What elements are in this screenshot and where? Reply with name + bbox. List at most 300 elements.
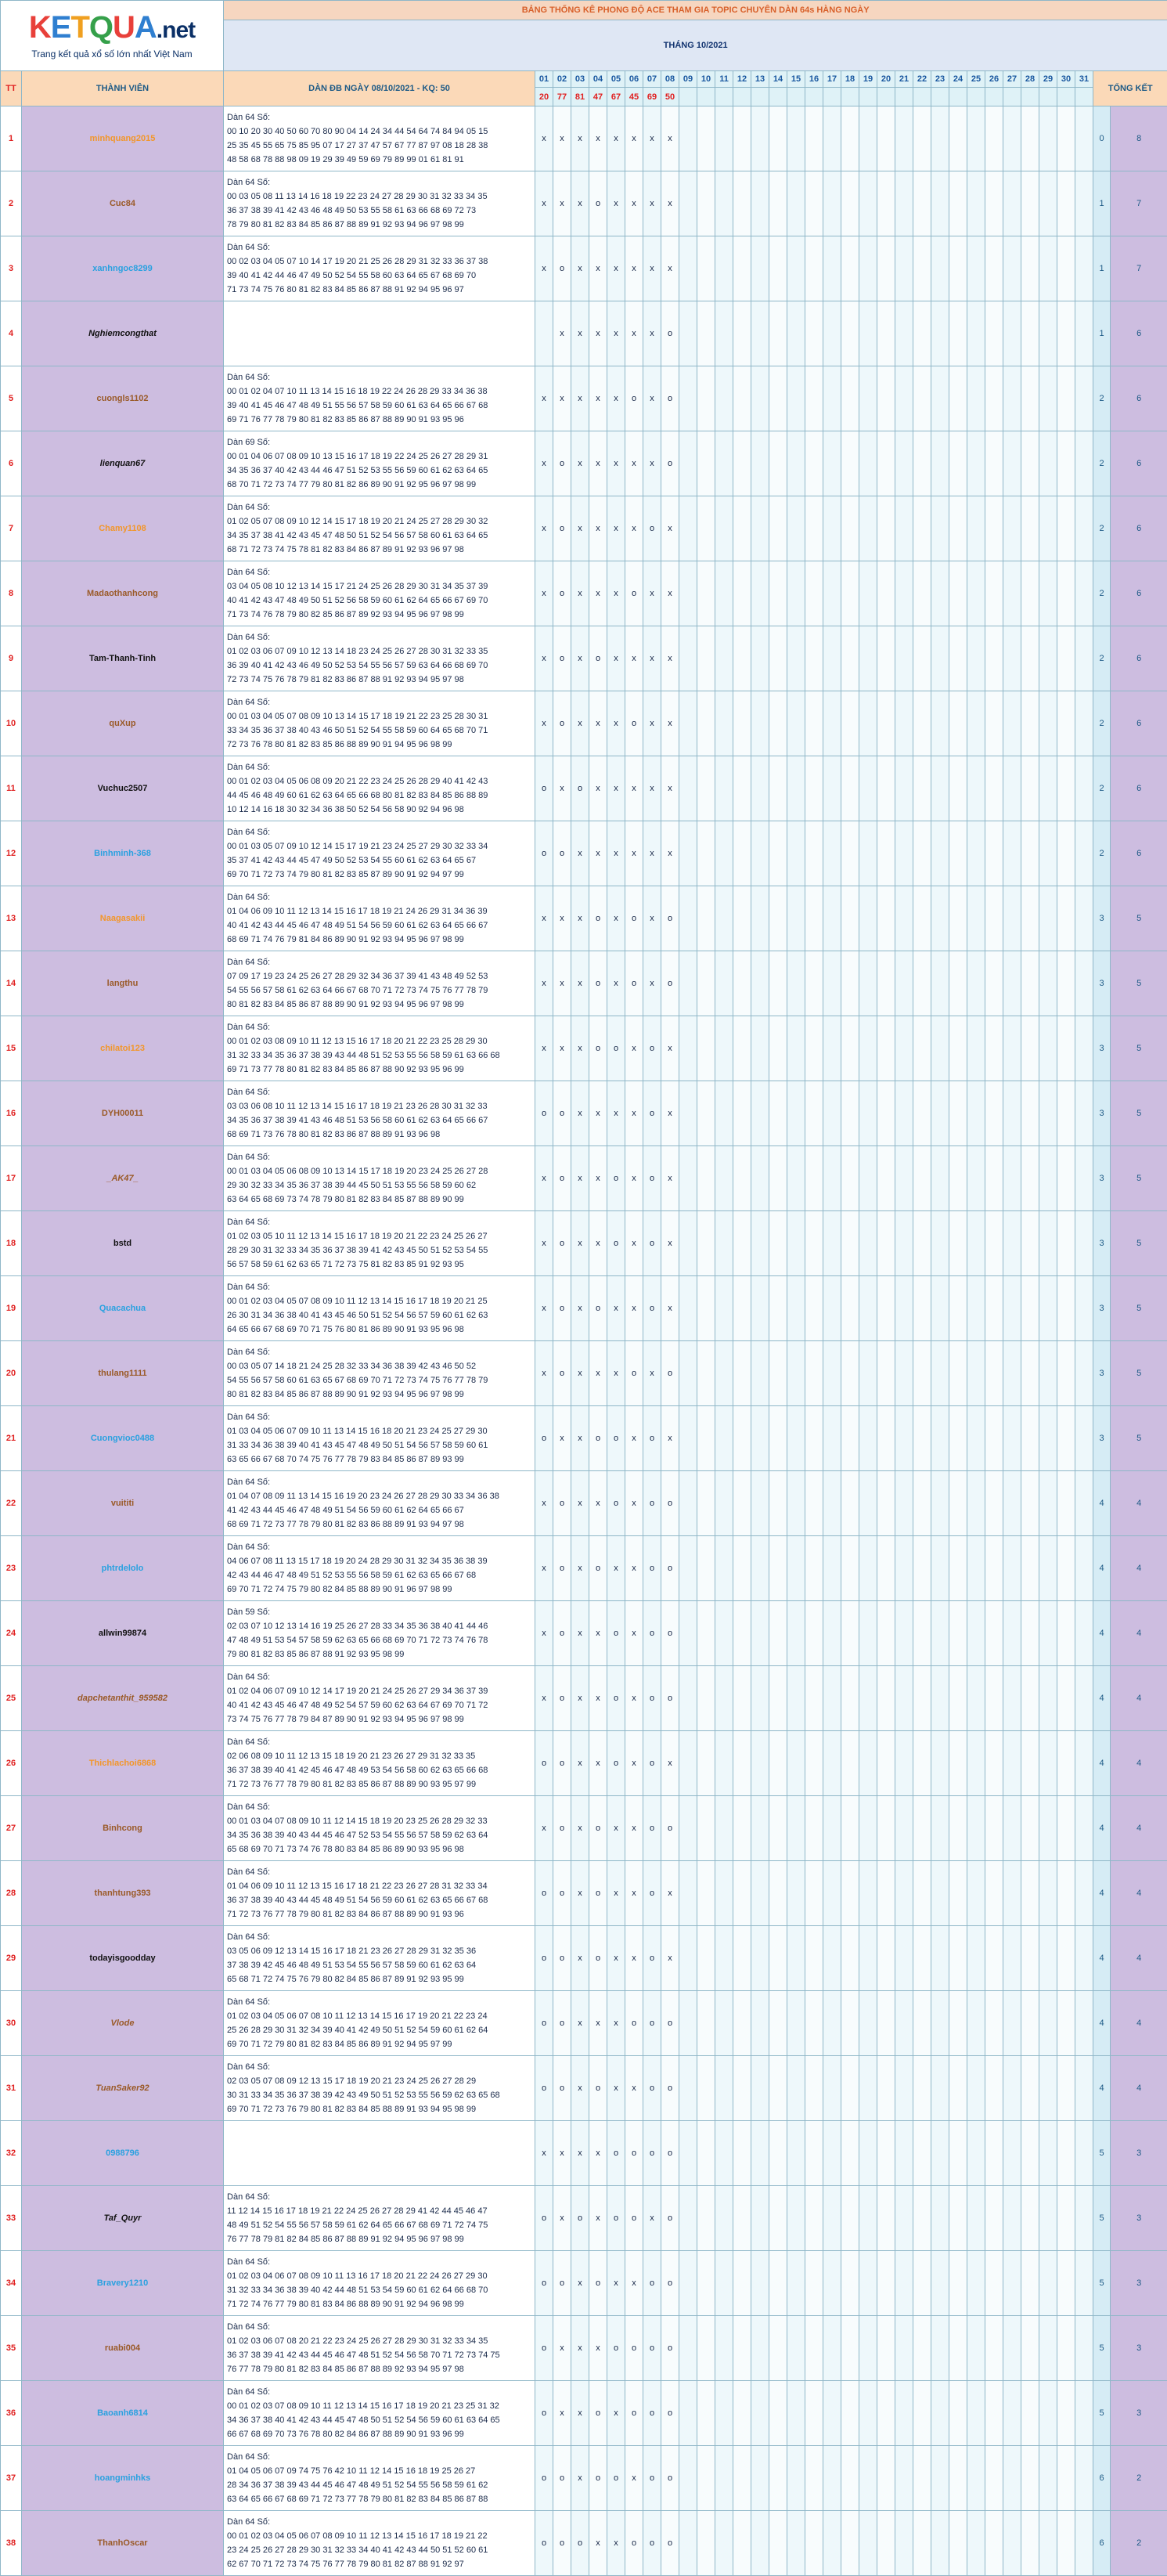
member-name[interactable]: bstd bbox=[22, 1211, 224, 1276]
day-header: 27 bbox=[1003, 71, 1021, 88]
day-mark bbox=[1057, 1146, 1075, 1211]
day-mark bbox=[841, 1276, 859, 1341]
day-mark bbox=[769, 1991, 787, 2056]
day-mark bbox=[1021, 886, 1039, 951]
day-mark bbox=[1075, 2121, 1093, 2186]
row-index: 31 bbox=[1, 2056, 22, 2121]
day-mark bbox=[1039, 1991, 1057, 2056]
day-mark bbox=[859, 691, 877, 756]
day-mark bbox=[967, 1731, 985, 1796]
day-mark bbox=[877, 1081, 895, 1146]
day-mark bbox=[877, 561, 895, 626]
dan-line: 69 70 71 72 73 76 79 80 81 82 83 84 85 88 89 91 93 94 95 98 99 bbox=[227, 2102, 531, 2116]
day-mark bbox=[769, 236, 787, 301]
day-mark bbox=[733, 366, 751, 431]
day-mark bbox=[1075, 1211, 1093, 1276]
dan-numbers bbox=[224, 1081, 535, 1146]
member-name[interactable]: Vuchuc2507 bbox=[22, 756, 224, 821]
day-mark bbox=[859, 1666, 877, 1731]
day-mark bbox=[1003, 431, 1021, 496]
dan-line: 65 68 69 70 71 73 74 76 78 80 83 84 85 86 89 90 93 95 96 98 bbox=[227, 1842, 531, 1856]
day-mark: x bbox=[643, 236, 661, 301]
day-mark bbox=[967, 1276, 985, 1341]
day-mark bbox=[931, 1341, 949, 1406]
day-result bbox=[841, 88, 859, 106]
total-hit: 4 bbox=[1111, 2056, 1167, 2121]
day-mark bbox=[913, 561, 931, 626]
day-mark bbox=[841, 2056, 859, 2121]
member-name[interactable]: DYH00011 bbox=[22, 1081, 224, 1146]
day-mark bbox=[1003, 2186, 1021, 2251]
day-mark bbox=[679, 1471, 697, 1536]
day-mark bbox=[823, 1146, 841, 1211]
day-mark: o bbox=[625, 2511, 643, 2576]
day-mark bbox=[733, 691, 751, 756]
member-name[interactable]: Binhcong bbox=[22, 1796, 224, 1861]
member-name[interactable]: Bravery1210 bbox=[22, 2251, 224, 2316]
day-mark bbox=[949, 2251, 967, 2316]
day-mark bbox=[841, 2186, 859, 2251]
day-mark bbox=[679, 626, 697, 691]
member-name[interactable]: Madaothanhcong bbox=[22, 561, 224, 626]
day-mark: x bbox=[607, 106, 625, 171]
day-mark: o bbox=[589, 2381, 607, 2446]
day-mark bbox=[679, 1731, 697, 1796]
member-name[interactable]: Tam-Thanh-Tinh bbox=[22, 626, 224, 691]
dan-line: Dàn 64 Số: bbox=[227, 760, 531, 774]
day-mark bbox=[733, 1926, 751, 1991]
day-mark bbox=[1003, 236, 1021, 301]
day-mark bbox=[769, 1471, 787, 1536]
dan-line: 71 72 73 76 77 78 79 80 81 82 83 84 86 87 88 89 90 91 93 96 bbox=[227, 1907, 531, 1921]
day-mark bbox=[805, 1731, 823, 1796]
day-mark: o bbox=[661, 2251, 679, 2316]
day-header: 10 bbox=[697, 71, 715, 88]
day-mark: x bbox=[571, 1796, 589, 1861]
total-hit: 5 bbox=[1111, 1146, 1167, 1211]
day-mark bbox=[733, 106, 751, 171]
day-header: 25 bbox=[967, 71, 985, 88]
day-mark bbox=[751, 301, 769, 366]
day-result: 47 bbox=[589, 88, 607, 106]
day-header: 17 bbox=[823, 71, 841, 88]
day-mark: x bbox=[661, 171, 679, 236]
day-mark bbox=[967, 561, 985, 626]
day-mark: o bbox=[661, 2056, 679, 2121]
day-mark bbox=[805, 2251, 823, 2316]
day-mark: o bbox=[553, 1926, 571, 1991]
header-tt: TT bbox=[1, 71, 22, 106]
day-mark bbox=[715, 366, 733, 431]
day-mark bbox=[1021, 1536, 1039, 1601]
dan-line: 03 05 06 09 12 13 14 15 16 17 18 21 23 26 27 28 29 31 32 35 36 bbox=[227, 1944, 531, 1958]
dan-line: Dàn 64 Số: bbox=[227, 1930, 531, 1944]
day-mark bbox=[679, 431, 697, 496]
day-result: 45 bbox=[625, 88, 643, 106]
day-mark: x bbox=[571, 2316, 589, 2381]
day-mark: o bbox=[661, 1536, 679, 1601]
day-mark bbox=[859, 2316, 877, 2381]
day-mark: o bbox=[661, 951, 679, 1016]
day-mark bbox=[1075, 2511, 1093, 2576]
day-mark bbox=[1057, 2446, 1075, 2511]
day-mark bbox=[733, 1081, 751, 1146]
dan-line: Dàn 64 Số: bbox=[227, 1215, 531, 1229]
day-mark bbox=[715, 1211, 733, 1276]
day-mark bbox=[895, 496, 913, 561]
day-mark: x bbox=[643, 171, 661, 236]
day-mark bbox=[715, 1341, 733, 1406]
member-name[interactable]: Cuc84 bbox=[22, 171, 224, 236]
table-row bbox=[1, 236, 1167, 301]
day-mark: x bbox=[643, 1341, 661, 1406]
member-name[interactable]: Nghiemcongthat bbox=[22, 301, 224, 366]
member-name[interactable]: ThanhOscar bbox=[22, 2511, 224, 2576]
member-name[interactable]: Vlode bbox=[22, 1991, 224, 2056]
member-name[interactable]: lienquan67 bbox=[22, 431, 224, 496]
row-index: 9 bbox=[1, 626, 22, 691]
day-mark bbox=[697, 2186, 715, 2251]
day-mark bbox=[859, 886, 877, 951]
day-mark bbox=[733, 2381, 751, 2446]
day-mark: x bbox=[571, 1081, 589, 1146]
day-mark: o bbox=[661, 1471, 679, 1536]
day-mark: x bbox=[607, 756, 625, 821]
dan-numbers bbox=[224, 1536, 535, 1601]
day-mark bbox=[751, 691, 769, 756]
total-hit: 2 bbox=[1111, 2511, 1167, 2576]
day-mark: x bbox=[661, 1146, 679, 1211]
row-index: 2 bbox=[1, 171, 22, 236]
day-header: 06 bbox=[625, 71, 643, 88]
day-mark: x bbox=[571, 1536, 589, 1601]
day-mark bbox=[895, 821, 913, 886]
dan-line: Dàn 64 Số: bbox=[227, 1800, 531, 1814]
day-mark bbox=[985, 1406, 1003, 1471]
day-mark: x bbox=[589, 1211, 607, 1276]
day-mark bbox=[1039, 821, 1057, 886]
day-mark bbox=[787, 1211, 805, 1276]
day-mark: x bbox=[571, 1211, 589, 1276]
member-name[interactable]: todayisgoodday bbox=[22, 1926, 224, 1991]
day-mark: o bbox=[643, 1081, 661, 1146]
day-mark bbox=[949, 951, 967, 1016]
day-mark: x bbox=[571, 1601, 589, 1666]
banner-title: THÁNG 10/2021 bbox=[224, 20, 1167, 71]
row-index: 29 bbox=[1, 1926, 22, 1991]
day-mark bbox=[859, 1471, 877, 1536]
day-result bbox=[697, 88, 715, 106]
day-mark bbox=[985, 301, 1003, 366]
day-mark bbox=[949, 2381, 967, 2446]
day-mark: o bbox=[553, 1146, 571, 1211]
day-mark bbox=[985, 1796, 1003, 1861]
day-mark bbox=[769, 691, 787, 756]
day-mark bbox=[1003, 1601, 1021, 1666]
logo[interactable] bbox=[1, 1, 224, 71]
day-mark bbox=[1057, 1731, 1075, 1796]
total-hit: 7 bbox=[1111, 236, 1167, 301]
day-mark: x bbox=[607, 1926, 625, 1991]
day-mark bbox=[679, 236, 697, 301]
day-mark bbox=[787, 1926, 805, 1991]
day-mark bbox=[715, 691, 733, 756]
day-mark bbox=[697, 1861, 715, 1926]
member-name[interactable]: quXup bbox=[22, 691, 224, 756]
member-name[interactable]: cuongls1102 bbox=[22, 366, 224, 431]
day-mark bbox=[751, 2186, 769, 2251]
row-index: 26 bbox=[1, 1731, 22, 1796]
row-index: 34 bbox=[1, 2251, 22, 2316]
member-name[interactable]: allwin99874 bbox=[22, 1601, 224, 1666]
day-mark bbox=[985, 1601, 1003, 1666]
day-mark bbox=[697, 2251, 715, 2316]
day-mark bbox=[1003, 1146, 1021, 1211]
member-name[interactable]: Quacachua bbox=[22, 1276, 224, 1341]
day-mark bbox=[967, 2446, 985, 2511]
dan-line: 72 73 76 78 80 81 82 83 85 86 88 89 90 91 94 95 96 98 99 bbox=[227, 738, 531, 752]
day-mark bbox=[1057, 1861, 1075, 1926]
day-mark bbox=[1075, 561, 1093, 626]
day-mark bbox=[1039, 1536, 1057, 1601]
day-mark bbox=[931, 561, 949, 626]
table-row bbox=[1, 2381, 1167, 2446]
day-mark bbox=[841, 106, 859, 171]
total-hit: 6 bbox=[1111, 821, 1167, 886]
member-name[interactable]: TuanSaker92 bbox=[22, 2056, 224, 2121]
member-name[interactable]: thulang1111 bbox=[22, 1341, 224, 1406]
day-mark bbox=[895, 236, 913, 301]
day-mark bbox=[715, 496, 733, 561]
day-mark: x bbox=[607, 626, 625, 691]
day-mark bbox=[877, 366, 895, 431]
dan-numbers bbox=[224, 2056, 535, 2121]
day-mark bbox=[877, 756, 895, 821]
day-mark bbox=[913, 1991, 931, 2056]
day-mark bbox=[1075, 756, 1093, 821]
day-mark bbox=[823, 106, 841, 171]
day-mark: o bbox=[607, 1406, 625, 1471]
day-mark bbox=[841, 366, 859, 431]
dan-line: 03 04 05 08 10 12 13 14 15 17 21 24 25 26 28 29 30 31 34 35 37 39 bbox=[227, 579, 531, 593]
day-mark: o bbox=[589, 1016, 607, 1081]
day-mark bbox=[1057, 2056, 1075, 2121]
member-name[interactable]: ruabi004 bbox=[22, 2316, 224, 2381]
day-mark: x bbox=[607, 951, 625, 1016]
day-mark bbox=[697, 2056, 715, 2121]
total-hit: 3 bbox=[1111, 2381, 1167, 2446]
dan-line: 25 35 45 55 65 75 85 95 07 17 27 37 47 57 67 77 87 97 08 18 28 38 bbox=[227, 139, 531, 153]
member-name[interactable]: Cuongvioc0488 bbox=[22, 1406, 224, 1471]
day-mark bbox=[895, 1731, 913, 1796]
day-mark bbox=[1075, 1341, 1093, 1406]
day-mark: x bbox=[643, 691, 661, 756]
dan-line: 63 65 66 67 68 70 74 75 76 77 78 79 83 84 85 86 87 89 93 99 bbox=[227, 1452, 531, 1467]
row-index: 21 bbox=[1, 1406, 22, 1471]
day-result: 67 bbox=[607, 88, 625, 106]
day-mark bbox=[985, 626, 1003, 691]
day-mark: x bbox=[607, 2511, 625, 2576]
dan-line: Dàn 64 Số: bbox=[227, 565, 531, 579]
member-name[interactable]: minhquang2015 bbox=[22, 106, 224, 171]
day-mark bbox=[787, 2186, 805, 2251]
day-mark: x bbox=[661, 1016, 679, 1081]
day-mark bbox=[985, 171, 1003, 236]
day-mark bbox=[967, 886, 985, 951]
day-mark bbox=[769, 1341, 787, 1406]
day-mark: o bbox=[661, 1796, 679, 1861]
total-hit: 6 bbox=[1111, 431, 1167, 496]
member-name[interactable]: Baoanh6814 bbox=[22, 2381, 224, 2446]
day-mark bbox=[1021, 2121, 1039, 2186]
day-mark: x bbox=[535, 106, 553, 171]
day-mark bbox=[679, 886, 697, 951]
day-mark bbox=[751, 1536, 769, 1601]
day-mark: o bbox=[625, 561, 643, 626]
day-mark bbox=[931, 1406, 949, 1471]
day-mark bbox=[877, 2251, 895, 2316]
day-mark bbox=[733, 1536, 751, 1601]
member-name[interactable]: Taf_Quyr bbox=[22, 2186, 224, 2251]
day-mark bbox=[1021, 2186, 1039, 2251]
table-row bbox=[1, 821, 1167, 886]
member-name[interactable]: dapchetanthit_959582 bbox=[22, 1666, 224, 1731]
day-mark bbox=[985, 886, 1003, 951]
day-mark bbox=[1039, 691, 1057, 756]
member-name[interactable]: hoangminhks bbox=[22, 2446, 224, 2511]
day-mark bbox=[967, 1991, 985, 2056]
member-name[interactable]: xanhngoc8299 bbox=[22, 236, 224, 301]
day-mark: o bbox=[643, 1471, 661, 1536]
day-mark bbox=[787, 691, 805, 756]
day-mark bbox=[787, 1796, 805, 1861]
day-mark: x bbox=[589, 301, 607, 366]
day-mark bbox=[787, 1406, 805, 1471]
day-mark bbox=[697, 561, 715, 626]
day-mark: x bbox=[571, 431, 589, 496]
day-result bbox=[895, 88, 913, 106]
dan-numbers bbox=[224, 2186, 535, 2251]
day-mark: o bbox=[661, 1341, 679, 1406]
day-mark bbox=[1057, 756, 1075, 821]
day-mark bbox=[877, 821, 895, 886]
day-mark bbox=[841, 431, 859, 496]
day-mark: o bbox=[607, 1211, 625, 1276]
day-mark bbox=[1003, 1861, 1021, 1926]
day-header: 07 bbox=[643, 71, 661, 88]
day-mark bbox=[1075, 431, 1093, 496]
day-mark bbox=[805, 2121, 823, 2186]
member-name[interactable]: Thichlachoi6868 bbox=[22, 1731, 224, 1796]
day-mark bbox=[1003, 1341, 1021, 1406]
member-name[interactable]: 0988796 bbox=[22, 2121, 224, 2186]
day-header: 08 bbox=[661, 71, 679, 88]
day-mark bbox=[751, 1211, 769, 1276]
total-miss: 4 bbox=[1093, 2056, 1111, 2121]
day-mark: o bbox=[535, 2056, 553, 2121]
dan-line: 62 67 70 71 72 73 74 75 76 77 78 79 80 81 82 87 88 91 92 97 bbox=[227, 2557, 531, 2571]
day-header: 29 bbox=[1039, 71, 1057, 88]
day-mark bbox=[697, 1991, 715, 2056]
day-mark bbox=[805, 691, 823, 756]
day-mark: x bbox=[607, 821, 625, 886]
day-mark: o bbox=[589, 2251, 607, 2316]
day-mark bbox=[1075, 1276, 1093, 1341]
day-mark bbox=[859, 2121, 877, 2186]
total-hit: 3 bbox=[1111, 2251, 1167, 2316]
day-mark: x bbox=[571, 561, 589, 626]
day-mark bbox=[931, 1861, 949, 1926]
day-mark bbox=[1075, 886, 1093, 951]
dan-line: 00 01 04 06 07 08 09 10 13 15 16 17 18 19 22 24 25 26 27 28 29 31 bbox=[227, 449, 531, 464]
member-name[interactable]: Chamy1108 bbox=[22, 496, 224, 561]
total-hit: 4 bbox=[1111, 1536, 1167, 1601]
day-mark: x bbox=[535, 236, 553, 301]
day-mark bbox=[679, 2056, 697, 2121]
table-row bbox=[1, 171, 1167, 236]
day-mark bbox=[1003, 1276, 1021, 1341]
total-hit: 5 bbox=[1111, 1276, 1167, 1341]
row-index: 11 bbox=[1, 756, 22, 821]
day-mark bbox=[787, 2316, 805, 2381]
day-mark bbox=[1075, 496, 1093, 561]
day-mark bbox=[733, 561, 751, 626]
member-name[interactable]: langthu bbox=[22, 951, 224, 1016]
day-mark bbox=[1057, 1276, 1075, 1341]
day-mark: o bbox=[625, 951, 643, 1016]
day-mark bbox=[1003, 1926, 1021, 1991]
day-mark bbox=[1021, 1666, 1039, 1731]
day-mark bbox=[859, 1276, 877, 1341]
member-name[interactable]: chilatoi123 bbox=[22, 1016, 224, 1081]
day-mark: o bbox=[661, 2446, 679, 2511]
row-index: 32 bbox=[1, 2121, 22, 2186]
day-mark: x bbox=[643, 106, 661, 171]
dan-line: 36 37 38 39 40 41 42 45 46 47 48 49 53 54 56 58 60 62 63 65 66 68 bbox=[227, 1763, 531, 1777]
member-name[interactable]: Naagasakii bbox=[22, 886, 224, 951]
day-mark bbox=[751, 1146, 769, 1211]
member-name[interactable]: _AK47_ bbox=[22, 1146, 224, 1211]
dan-line: Dàn 64 Số: bbox=[227, 1280, 531, 1294]
day-mark bbox=[931, 1536, 949, 1601]
day-mark bbox=[913, 1861, 931, 1926]
member-name[interactable]: thanhtung393 bbox=[22, 1861, 224, 1926]
day-mark bbox=[769, 1666, 787, 1731]
day-mark bbox=[841, 886, 859, 951]
total-hit: 4 bbox=[1111, 1861, 1167, 1926]
total-miss: 5 bbox=[1093, 2186, 1111, 2251]
member-name[interactable]: phtrdelolo bbox=[22, 1536, 224, 1601]
dan-line: 30 31 33 34 35 36 37 38 39 42 43 49 50 51 52 53 55 56 59 62 63 65 68 bbox=[227, 2088, 531, 2102]
total-hit: 5 bbox=[1111, 1406, 1167, 1471]
day-mark: o bbox=[643, 1406, 661, 1471]
row-index: 20 bbox=[1, 1341, 22, 1406]
day-mark bbox=[715, 626, 733, 691]
day-mark: x bbox=[625, 1471, 643, 1536]
member-name[interactable]: Binhminh-368 bbox=[22, 821, 224, 886]
day-mark bbox=[985, 106, 1003, 171]
day-mark bbox=[1075, 1601, 1093, 1666]
day-mark bbox=[967, 2316, 985, 2381]
day-mark bbox=[859, 2511, 877, 2576]
day-mark bbox=[1021, 1861, 1039, 1926]
day-mark bbox=[733, 1601, 751, 1666]
day-mark bbox=[1075, 691, 1093, 756]
member-name[interactable]: vuititi bbox=[22, 1471, 224, 1536]
day-mark bbox=[787, 1601, 805, 1666]
day-mark bbox=[715, 2511, 733, 2576]
day-mark: x bbox=[625, 1536, 643, 1601]
